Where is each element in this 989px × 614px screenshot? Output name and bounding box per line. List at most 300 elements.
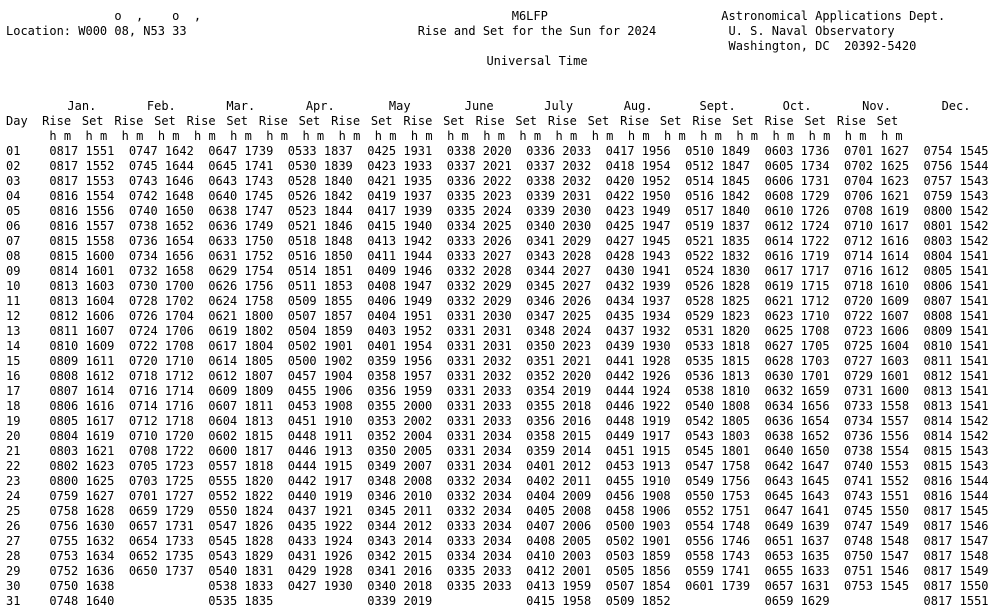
cell-oct: 0605 1734: [764, 159, 830, 173]
cell-dec: 0817 1549: [923, 564, 989, 578]
cell-dec: 0756 1544: [923, 159, 989, 173]
cell-jul: 0405 2008: [526, 504, 592, 518]
cell-aug: 0502 1901: [605, 534, 671, 548]
cell-sep: 0512 1847: [685, 159, 751, 173]
cell-may: 0408 1947: [367, 279, 433, 293]
blank-line: [6, 84, 989, 99]
cell-jul: 0348 2024: [526, 324, 592, 338]
cell-mar: 0645 1741: [208, 159, 274, 173]
cell-dec: 0813 1541: [923, 384, 989, 398]
hour-unit: h: [121, 129, 129, 143]
day-number: 24: [6, 489, 21, 503]
cell-may: 0415 1940: [367, 219, 433, 233]
cell-may: 0423 1933: [367, 159, 433, 173]
cell-mar: 0617 1804: [208, 339, 274, 353]
cell-mar: 0600 1817: [208, 444, 274, 458]
cell-nov: 0725 1604: [844, 339, 910, 353]
cell-jun: 0331 2034: [446, 459, 512, 473]
hour-unit: h: [519, 129, 527, 143]
cell-nov: 0718 1610: [844, 279, 910, 293]
cell-jan: 0813 1603: [49, 279, 115, 293]
hour-unit: h: [772, 129, 780, 143]
table-row: [6, 384, 989, 399]
cell-feb: 0743 1646: [128, 174, 194, 188]
cell-feb: 0720 1710: [128, 354, 194, 368]
cell-sep: 0552 1751: [685, 504, 751, 518]
month-header-jul: July: [544, 99, 574, 113]
month-header-dec: Dec.: [941, 99, 971, 113]
cell-oct: 0642 1647: [764, 459, 830, 473]
cell-dec: 0808 1541: [923, 309, 989, 323]
cell-jul: 0343 2028: [526, 249, 592, 263]
cell-feb: 0703 1725: [128, 474, 194, 488]
cell-may: 0421 1935: [367, 174, 433, 188]
cell-jan: 0752 1636: [49, 564, 115, 578]
cell-jul: 0402 2011: [526, 474, 592, 488]
cell-oct: 0657 1631: [764, 579, 830, 593]
minute-unit: m: [244, 129, 252, 143]
cell-sep: 0514 1845: [685, 174, 751, 188]
cell-apr: 0440 1919: [287, 489, 353, 503]
degree-marks: o , o ,: [114, 9, 202, 23]
cell-jun: 0332 2034: [446, 489, 512, 503]
cell-nov: 0716 1612: [844, 264, 910, 278]
cell-nov: 0731 1600: [844, 384, 910, 398]
units-row: [6, 129, 989, 144]
cell-nov: 0710 1617: [844, 219, 910, 233]
cell-jan: 0804 1619: [49, 429, 115, 443]
org-line-3: Washington, DC 20392-5420: [728, 39, 917, 53]
cell-aug: 0448 1919: [605, 414, 671, 428]
cell-sep: 0601 1739: [685, 579, 751, 593]
cell-feb: 0747 1642: [128, 144, 194, 158]
table-row: [6, 354, 989, 369]
cell-sep: 0556 1746: [685, 534, 751, 548]
cell-dec: 0817 1547: [923, 534, 989, 548]
cell-feb: 0734 1656: [128, 249, 194, 263]
cell-sep: 0522 1832: [685, 249, 751, 263]
cell-aug: 0427 1945: [605, 234, 671, 248]
cell-aug: 0507 1854: [605, 579, 671, 593]
table-row: [6, 519, 989, 534]
cell-may: 0349 2007: [367, 459, 433, 473]
cell-mar: 0614 1805: [208, 354, 274, 368]
cell-aug: 0455 1910: [605, 474, 671, 488]
cell-aug: 0446 1922: [605, 399, 671, 413]
rise-header: Rise: [547, 114, 577, 128]
cell-oct: 0625 1708: [764, 324, 830, 338]
cell-oct: 0628 1703: [764, 354, 830, 368]
cell-aug: 0418 1954: [605, 159, 671, 173]
minute-unit: m: [642, 129, 650, 143]
day-number: 13: [6, 324, 21, 338]
cell-aug: 0442 1926: [605, 369, 671, 383]
cell-feb: 0745 1644: [128, 159, 194, 173]
cell-dec: 0817 1550: [923, 579, 989, 593]
month-header-apr: Apr.: [305, 99, 335, 113]
month-header-row: [6, 99, 989, 114]
cell-oct: 0651 1637: [764, 534, 830, 548]
cell-jan: 0810 1609: [49, 339, 115, 353]
cell-jun: 0331 2030: [446, 309, 512, 323]
cell-jan: 0807 1614: [49, 384, 115, 398]
cell-dec: 0812 1541: [923, 369, 989, 383]
table-row: [6, 504, 989, 519]
cell-aug: 0422 1950: [605, 189, 671, 203]
cell-feb: 0708 1722: [128, 444, 194, 458]
set-header: Set: [443, 114, 465, 128]
cell-jul: 0350 2023: [526, 339, 592, 353]
cell-sep: 0524 1830: [685, 264, 751, 278]
cell-feb: 0712 1718: [128, 414, 194, 428]
cell-sep: 0558 1743: [685, 549, 751, 563]
table-row: [6, 294, 989, 309]
cell-mar: 0550 1824: [208, 504, 274, 518]
cell-jul: 0346 2026: [526, 294, 592, 308]
hour-unit: h: [880, 129, 889, 143]
set-header: Set: [587, 114, 610, 128]
cell-jun: 0333 2034: [446, 534, 512, 548]
cell-jul: 0413 1959: [526, 579, 592, 593]
cell-jan: 0815 1600: [49, 249, 115, 263]
hour-unit: h: [302, 129, 310, 143]
cell-oct: 0612 1724: [764, 219, 830, 233]
cell-jul: 0344 2027: [526, 264, 592, 278]
minute-unit: m: [99, 129, 108, 143]
cell-jun: 0335 2033: [446, 579, 512, 593]
table-row: [6, 339, 989, 354]
cell-aug: 0453 1913: [605, 459, 671, 473]
cell-apr: 0444 1915: [287, 459, 353, 473]
cell-jul: 0407 2006: [526, 519, 592, 533]
cell-mar: 0545 1828: [208, 534, 274, 548]
cell-feb: 0736 1654: [128, 234, 194, 248]
cell-sep: 0543 1803: [685, 429, 751, 443]
cell-jan: 0809 1611: [49, 354, 115, 368]
day-number: 12: [6, 309, 21, 323]
cell-may: 0348 2008: [367, 474, 433, 488]
cell-mar: 0629 1754: [208, 264, 274, 278]
day-number: 17: [6, 384, 21, 398]
minute-unit: m: [63, 129, 72, 143]
hour-unit: h: [844, 129, 853, 143]
cell-may: 0346 2010: [367, 489, 433, 503]
cell-jan: 0800 1625: [49, 474, 115, 488]
cell-jun: 0331 2034: [446, 444, 512, 458]
cell-dec: 0809 1541: [923, 324, 989, 338]
cell-feb: 0710 1720: [128, 429, 194, 443]
minute-unit: m: [750, 129, 759, 143]
cell-jul: 0339 2031: [526, 189, 592, 203]
rise-header: Rise: [42, 114, 72, 128]
location-label: Location: W000 08, N53 33: [6, 24, 187, 38]
cell-may: 0404 1951: [367, 309, 433, 323]
cell-apr: 0453 1908: [287, 399, 353, 413]
header-line-4: [6, 54, 989, 69]
day-number: 08: [6, 249, 21, 263]
cell-jul: 0354 2019: [526, 384, 592, 398]
cell-dec: 0800 1542: [923, 204, 989, 218]
minute-unit: m: [570, 129, 578, 143]
cell-may: 0340 2018: [367, 579, 433, 593]
cell-dec: 0816 1544: [923, 489, 989, 503]
cell-mar: 0555 1820: [208, 474, 274, 488]
cell-jan: 0802 1623: [49, 459, 115, 473]
day-number: 22: [6, 459, 21, 473]
cell-mar: 0612 1807: [208, 369, 274, 383]
hour-unit: h: [338, 129, 346, 143]
table-row: [6, 444, 989, 459]
cell-may: 0342 2015: [367, 549, 433, 563]
cell-sep: 0535 1815: [685, 354, 751, 368]
table-row: [6, 579, 989, 594]
cell-jul: 0347 2025: [526, 309, 592, 323]
cell-mar: 0638 1747: [208, 204, 274, 218]
cell-aug: 0503 1859: [605, 549, 671, 563]
cell-mar: 0636 1749: [208, 219, 274, 233]
cell-jun: 0331 2032: [446, 354, 512, 368]
cell-sep: 0545 1801: [685, 444, 751, 458]
table-row: [6, 279, 989, 294]
table-row: [6, 309, 989, 324]
cell-oct: 0634 1656: [764, 399, 830, 413]
hour-unit: h: [808, 129, 816, 143]
cell-oct: 0643 1645: [764, 474, 830, 488]
cell-jun: 0333 2027: [446, 249, 512, 263]
set-header: Set: [876, 114, 899, 128]
hour-unit: h: [447, 129, 455, 143]
cell-jul: 0415 1958: [526, 594, 592, 608]
header-line-3: [6, 39, 989, 54]
minute-unit: m: [714, 129, 722, 143]
day-number: 21: [6, 444, 21, 458]
cell-apr: 0435 1922: [287, 519, 353, 533]
cell-dec: 0801 1542: [923, 219, 989, 233]
cell-apr: 0516 1850: [287, 249, 353, 263]
cell-jan: 0755 1632: [49, 534, 115, 548]
rise-header: Rise: [258, 114, 288, 128]
cell-may: 0406 1949: [367, 294, 433, 308]
rise-header: Rise: [764, 114, 794, 128]
cell-oct: 0630 1701: [764, 369, 830, 383]
set-header: Set: [226, 114, 249, 128]
cell-dec: 0807 1541: [923, 294, 989, 308]
day-number: 25: [6, 504, 21, 518]
table-row: [6, 459, 989, 474]
cell-nov: 0751 1546: [844, 564, 910, 578]
cell-dec: 0811 1541: [923, 354, 989, 368]
rise-header: Rise: [836, 114, 866, 128]
cell-apr: 0514 1851: [287, 264, 353, 278]
hour-unit: h: [410, 129, 419, 143]
cell-sep: 0550 1753: [685, 489, 751, 503]
cell-apr: 0521 1846: [287, 219, 353, 233]
cell-feb: 0701 1727: [128, 489, 194, 503]
cell-apr: 0446 1913: [287, 444, 353, 458]
cell-oct: 0659 1629: [764, 594, 830, 608]
cell-feb: 0705 1723: [128, 459, 194, 473]
minute-unit: m: [533, 129, 542, 143]
page-title: Rise and Set for the Sun for 2024: [417, 24, 657, 38]
cell-jul: 0359 2014: [526, 444, 592, 458]
cell-may: 0350 2005: [367, 444, 433, 458]
cell-jun: 0332 2034: [446, 504, 512, 518]
cell-sep: 0521 1835: [685, 234, 751, 248]
cell-aug: 0430 1941: [605, 264, 671, 278]
hour-unit: h: [85, 129, 93, 143]
hour-unit: h: [736, 129, 744, 143]
cell-apr: 0500 1902: [287, 354, 353, 368]
cell-jul: 0336 2033: [526, 144, 592, 158]
cell-nov: 0701 1627: [844, 144, 910, 158]
cell-oct: 0655 1633: [764, 564, 830, 578]
cell-feb: 0718 1712: [128, 369, 194, 383]
set-header: Set: [515, 114, 538, 128]
cell-jun: 0331 2033: [446, 414, 512, 428]
cell-aug: 0437 1932: [605, 324, 671, 338]
cell-nov: 0708 1619: [844, 204, 910, 218]
cell-oct: 0640 1650: [764, 444, 830, 458]
cell-may: 0352 2004: [367, 429, 433, 443]
cell-sep: 0529 1823: [685, 309, 751, 323]
cell-oct: 0610 1726: [764, 204, 830, 218]
sunrise-sunset-document: [6, 9, 989, 609]
hour-unit: h: [664, 129, 672, 143]
cell-sep: 0516 1842: [685, 189, 751, 203]
day-number: 15: [6, 354, 21, 368]
day-number: 05: [6, 204, 21, 218]
minute-unit: m: [895, 129, 903, 143]
cell-nov: 0745 1550: [844, 504, 910, 518]
cell-feb: 0716 1714: [128, 384, 194, 398]
cell-aug: 0434 1937: [605, 294, 671, 308]
minute-unit: m: [208, 129, 216, 143]
cell-jul: 0345 2027: [526, 279, 592, 293]
cell-jan: 0758 1628: [49, 504, 115, 518]
cell-jan: 0816 1557: [49, 219, 115, 233]
cell-jan: 0811 1607: [49, 324, 115, 338]
header-line-2: [6, 24, 989, 39]
cell-oct: 0608 1729: [764, 189, 830, 203]
cell-nov: 0734 1557: [844, 414, 910, 428]
cell-dec: 0805 1541: [923, 264, 989, 278]
cell-may: 0356 1959: [367, 384, 433, 398]
hour-unit: h: [627, 129, 636, 143]
cell-oct: 0645 1643: [764, 489, 830, 503]
cell-oct: 0653 1635: [764, 549, 830, 563]
cell-jul: 0358 2015: [526, 429, 592, 443]
cell-apr: 0429 1928: [287, 564, 353, 578]
minute-unit: m: [606, 129, 614, 143]
cell-sep: 0519 1837: [685, 219, 751, 233]
cell-oct: 0603 1736: [764, 144, 830, 158]
cell-apr: 0526 1842: [287, 189, 353, 203]
cell-apr: 0451 1910: [287, 414, 353, 428]
cell-aug: 0425 1947: [605, 219, 671, 233]
cell-sep: 0528 1825: [685, 294, 751, 308]
cell-nov: 0741 1552: [844, 474, 910, 488]
cell-dec: 0814 1542: [923, 429, 989, 443]
cell-jun: 0331 2033: [446, 399, 512, 413]
cell-jul: 0341 2029: [526, 234, 592, 248]
day-number: 18: [6, 399, 21, 413]
cell-feb: 0732 1658: [128, 264, 194, 278]
day-number: 19: [6, 414, 21, 428]
table-row: [6, 489, 989, 504]
cell-jan: 0803 1621: [49, 444, 115, 458]
cell-jul: 0355 2018: [526, 399, 592, 413]
blank-line: [6, 69, 989, 84]
cell-aug: 0417 1956: [605, 144, 671, 158]
cell-sep: 0510 1849: [685, 144, 751, 158]
cell-jan: 0817 1553: [49, 174, 115, 188]
table-row: [6, 429, 989, 444]
cell-dec: 0815 1543: [923, 459, 989, 473]
cell-jun: 0338 2020: [446, 144, 512, 158]
hour-unit: h: [230, 129, 238, 143]
minute-unit: m: [389, 129, 397, 143]
cell-aug: 0458 1906: [605, 504, 671, 518]
cell-aug: 0439 1930: [605, 339, 671, 353]
cell-mar: 0624 1758: [208, 294, 274, 308]
cell-oct: 0621 1712: [764, 294, 830, 308]
cell-nov: 0747 1549: [844, 519, 910, 533]
month-header-nov: Nov.: [862, 99, 891, 113]
cell-nov: 0753 1545: [844, 579, 910, 593]
cell-dec: 0754 1545: [923, 144, 989, 158]
month-header-jun: June: [464, 99, 494, 113]
cell-sep: 0549 1756: [685, 474, 751, 488]
day-number: 29: [6, 564, 21, 578]
cell-jun: 0332 2034: [446, 474, 512, 488]
month-header-mar: Mar.: [226, 99, 256, 113]
cell-apr: 0509 1855: [287, 294, 353, 308]
cell-jan: 0815 1558: [49, 234, 115, 248]
cell-dec: 0757 1543: [923, 174, 989, 188]
table-row: [6, 534, 989, 549]
hour-unit: h: [266, 129, 274, 143]
day-number: 26: [6, 519, 21, 533]
cell-nov: 0733 1558: [844, 399, 910, 413]
code-label: M6LFP: [511, 9, 548, 23]
day-number: 02: [6, 159, 21, 173]
org-line-1: Astronomical Applications Dept.: [721, 9, 946, 23]
cell-sep: 0554 1748: [685, 519, 751, 533]
cell-apr: 0528 1840: [287, 174, 353, 188]
cell-may: 0345 2011: [367, 504, 433, 518]
month-header-sep: Sept.: [699, 99, 736, 113]
cell-may: 0353 2002: [367, 414, 433, 428]
cell-nov: 0714 1614: [844, 249, 910, 263]
day-number: 16: [6, 369, 21, 383]
cell-dec: 0816 1544: [923, 474, 989, 488]
org-line-2: U. S. Naval Observatory: [728, 24, 895, 38]
rise-header: Rise: [331, 114, 361, 128]
cell-sep: 0538 1810: [685, 384, 751, 398]
table-row: [6, 594, 989, 609]
cell-apr: 0511 1853: [287, 279, 353, 293]
rise-header: Rise: [692, 114, 722, 128]
cell-jun: 0331 2031: [446, 339, 512, 353]
cell-feb: 0740 1650: [128, 204, 194, 218]
cell-jun: 0331 2034: [446, 429, 512, 443]
cell-oct: 0617 1717: [764, 264, 830, 278]
table-row: [6, 174, 989, 189]
hour-unit: h: [591, 129, 599, 143]
cell-feb: 0724 1706: [128, 324, 194, 338]
cell-nov: 0750 1547: [844, 549, 910, 563]
cell-sep: 0536 1813: [685, 369, 751, 383]
